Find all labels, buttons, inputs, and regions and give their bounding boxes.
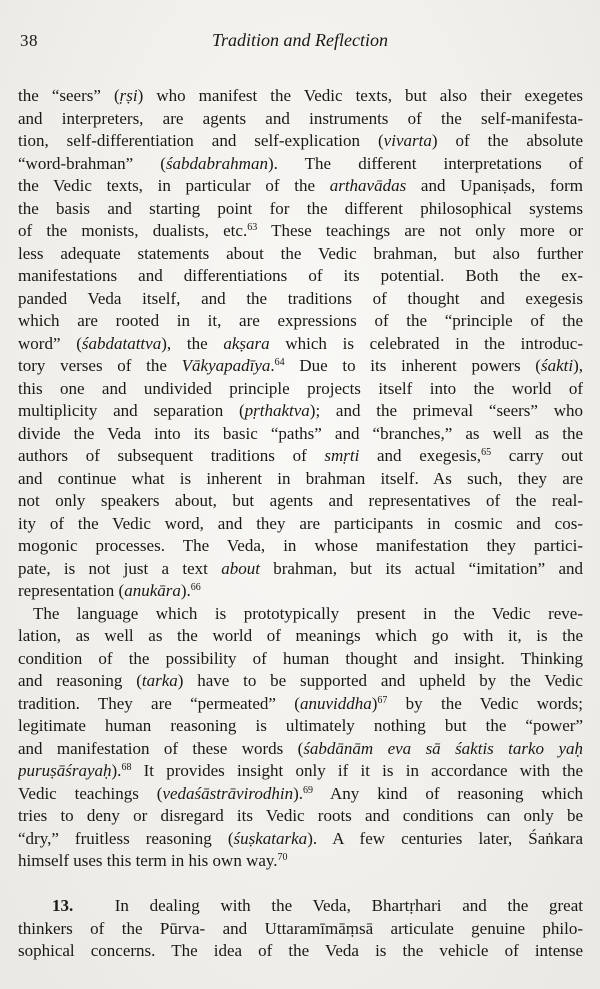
text-line <box>18 760 583 783</box>
text-line <box>18 625 583 648</box>
text-line <box>18 670 583 693</box>
text-segment: akṣara <box>223 333 270 353</box>
text-segment: carry out <box>491 446 583 465</box>
text-segment: authors of subsequent traditions of <box>18 446 325 465</box>
text-line <box>18 423 583 446</box>
footnote-marker: 65 <box>481 447 492 458</box>
text-line <box>18 175 583 198</box>
text-segment: ), <box>573 356 583 375</box>
text-line <box>18 310 583 333</box>
text-segment: divide the Veda into its basic “paths” and “branches,” as well as the <box>18 423 583 443</box>
text-segment: and exegesis, <box>359 446 482 465</box>
text-segment: the Vedic texts, in particular of the <box>18 176 330 195</box>
text-segment: Due to its inherent powers ( <box>284 356 541 375</box>
text-segment: condition of the possibility of human thought and insight. Thinking <box>18 648 583 668</box>
text-segment: legitimate human reasoning is ultimately nothing but the “power” <box>18 716 583 735</box>
text-line <box>18 355 583 378</box>
text-segment: ). The different interpretations of <box>267 153 583 173</box>
text-segment: representation ( <box>18 581 125 600</box>
text-line <box>18 693 583 716</box>
text-segment: ). <box>180 581 191 600</box>
text-line <box>18 220 583 243</box>
text-segment: śabdabrahman <box>165 153 268 173</box>
text-segment: śakti <box>540 356 574 375</box>
text-segment: panded Veda itself, and the traditions of thought and exegesis <box>18 288 583 308</box>
text-line <box>18 265 583 288</box>
text-segment: tries to deny or disregard its Vedic roots and conditions can only be <box>18 806 583 825</box>
text-segment: sophical concerns. The idea of the Veda is the vehicle of intense <box>18 941 583 960</box>
text-line <box>18 130 583 153</box>
text-segment: less adequate statements about the Vedic brahman, but also further <box>18 243 583 263</box>
text-segment: śabdatattva <box>81 333 162 353</box>
text-segment: thinkers of the Pūrva- and Uttaramīmāṃsā articulate genuine philo- <box>18 918 583 938</box>
text-segment: brahman, but its actual “imitation” and <box>259 558 583 578</box>
text-segment: 13. <box>52 896 74 915</box>
text-line <box>18 805 583 828</box>
text-segment: vedaśāstrāvirodhin <box>162 783 294 803</box>
text-segment: ), the <box>161 333 224 353</box>
text-line <box>18 940 583 963</box>
text-segment: ity of the Vedic word, and they are participants in cosmic and cos- <box>18 513 583 533</box>
text-segment: tory verses of the <box>18 356 182 375</box>
text-line <box>18 715 583 738</box>
text-segment: and continue what is inherent in brahman itself. As such, they are <box>18 468 583 488</box>
text-line <box>18 288 583 311</box>
text-segment: this one and undivided principle projects itself into the world of <box>18 378 583 398</box>
text-line <box>18 85 583 108</box>
text-line <box>18 850 583 873</box>
text-segment: ). <box>293 783 303 803</box>
text-segment: tion, self-differentiation and self-explication ( <box>18 131 384 150</box>
text-segment: of the monists, dualists, etc. <box>18 221 248 240</box>
text-segment: and manifestation of these words ( <box>18 738 304 758</box>
text-line <box>18 468 583 491</box>
footnote-marker: 63 <box>247 222 258 233</box>
footnote-marker: 70 <box>277 852 288 863</box>
text-segment: Any kind of reasoning which <box>313 783 583 803</box>
text-segment: the basis and starting point for the different philosophical systems <box>18 198 583 218</box>
text-segment: anukāra <box>124 581 181 600</box>
text-segment: śuṣkatarka <box>233 828 308 848</box>
text-segment: ṛṣi <box>119 86 138 105</box>
text-segment: and interpreters, are agents and instruments of the self-manifesta- <box>18 108 583 128</box>
text-segment: which is celebrated in the introduc- <box>269 333 583 353</box>
text-segment: In dealing with the Veda, Bhartṛhari and the great <box>73 896 583 915</box>
text-segment: not only speakers about, but agents and representatives of the real- <box>18 491 583 510</box>
text-segment: ). <box>111 761 122 780</box>
text-segment: lation, as well as the world of meanings which go with it, is the <box>18 626 583 645</box>
text-segment: and Upaniṣads, form <box>406 176 583 195</box>
text-segment: śabdānām eva sā śaktis tarko yaḥ <box>303 738 583 758</box>
text-segment: Vedic teachings ( <box>18 783 163 803</box>
footnote-marker: 68 <box>121 762 132 773</box>
text-line <box>18 243 583 266</box>
text-line <box>18 535 583 558</box>
text-segment: vivarta <box>383 131 432 150</box>
text-segment: mogonic processes. The Veda, in whose manifestation they partici- <box>18 536 583 555</box>
text-segment: pate, is not just a text <box>18 558 222 578</box>
text-line <box>18 333 583 356</box>
text-segment: by the Vedic words; <box>387 693 583 713</box>
text-line <box>18 400 583 423</box>
text-segment: The language which is prototypically present in the Vedic reve- <box>33 603 583 623</box>
text-line <box>18 828 583 851</box>
text-segment: puruṣāśrayaḥ <box>18 761 112 780</box>
text-segment: the “seers” ( <box>18 86 120 105</box>
paragraph <box>18 603 583 873</box>
footnote-marker: 69 <box>303 784 313 796</box>
text-segment: It provides insight only if it is in accordance with the <box>131 761 583 780</box>
text-segment: Vākyapadīya <box>181 356 271 375</box>
text-segment: word” ( <box>18 333 82 353</box>
footnote-marker: 67 <box>377 694 388 706</box>
text-segment: ) have to be supported and upheld by the Vedic <box>177 671 583 690</box>
text-line <box>18 648 583 671</box>
text-line <box>18 198 583 221</box>
text-segment: ). A few centuries later, Śaṅkara <box>307 828 583 848</box>
text-line <box>18 513 583 536</box>
text-segment: ); and the primeval “seers” who <box>309 401 583 420</box>
text-segment: pṛthaktva <box>244 401 310 420</box>
text-segment: anuviddha <box>299 693 372 713</box>
text-line <box>18 153 583 176</box>
body-text <box>18 85 583 963</box>
text-segment: and reasoning ( <box>18 671 142 690</box>
text-line <box>18 445 583 468</box>
text-segment: arthavādas <box>329 176 407 195</box>
footnote-marker: 64 <box>274 357 285 368</box>
text-segment: ) of the absolute <box>431 131 583 150</box>
text-segment: These teachings are not only more or <box>257 221 583 240</box>
running-header: Tradition and Reflection <box>212 30 388 50</box>
text-line <box>18 108 583 131</box>
text-segment: ) <box>371 693 378 713</box>
text-line <box>18 895 583 918</box>
text-segment: multiplicity and separation ( <box>18 401 245 420</box>
text-segment: which are rooted in it, are expressions of the “principle of the <box>18 311 583 330</box>
page-number: 38 <box>20 31 38 50</box>
text-line <box>18 558 583 581</box>
text-segment: . <box>270 356 275 375</box>
paragraph <box>18 895 583 963</box>
text-segment: “word-brahman” ( <box>18 153 166 173</box>
page-header <box>18 30 582 52</box>
text-segment: tarka <box>141 671 178 690</box>
text-line <box>18 490 583 513</box>
text-line <box>18 738 583 761</box>
text-segment: himself uses this term in his own way. <box>18 851 278 870</box>
text-segment: “dry,” fruitless reasoning ( <box>18 828 234 848</box>
paragraph <box>18 85 583 603</box>
text-segment: tradition. They are “permeated” ( <box>18 693 300 713</box>
text-segment: smṛti <box>324 446 360 465</box>
text-segment: manifestations and differentiations of its potential. Both the ex- <box>18 266 583 285</box>
text-line <box>18 378 583 401</box>
text-line <box>18 918 583 941</box>
footnote-marker: 66 <box>190 582 201 593</box>
text-line <box>18 603 583 626</box>
text-line <box>18 783 583 806</box>
text-line <box>18 580 583 603</box>
text-segment: about <box>221 558 260 578</box>
text-segment: ) who manifest the Vedic texts, but also their exegetes <box>137 86 583 105</box>
